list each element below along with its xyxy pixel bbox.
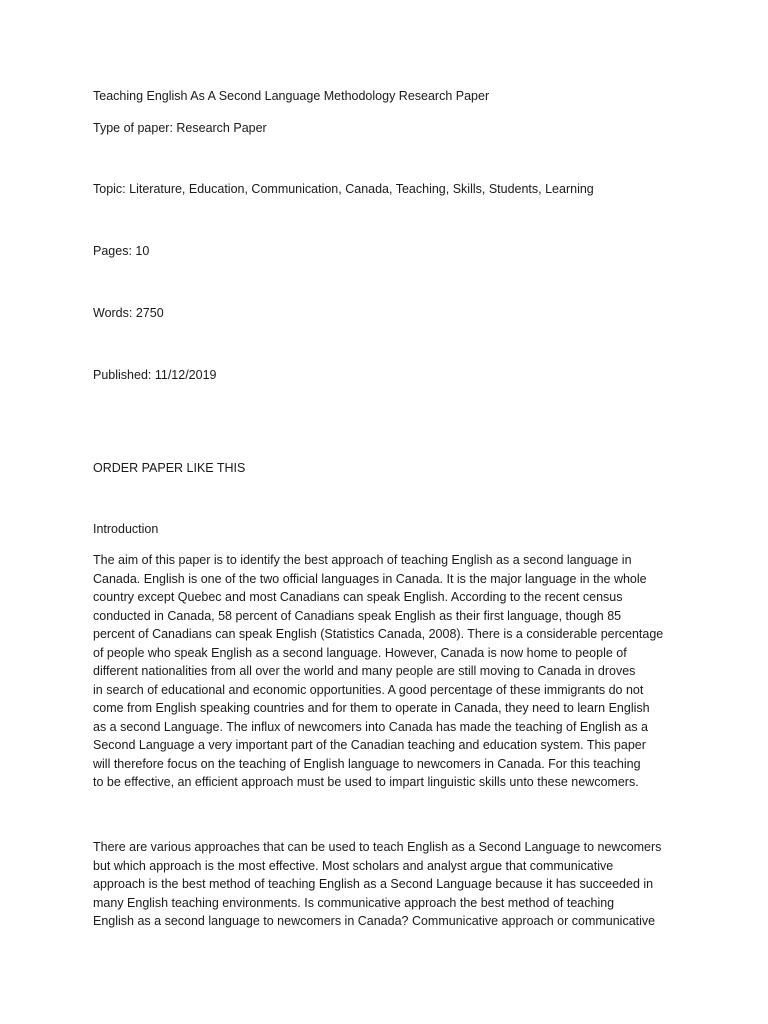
section-heading: Introduction [93, 522, 159, 536]
paper-words: Words: 2750 [93, 306, 164, 320]
paragraph-line: The aim of this paper is to identify the best approach of teaching English as a second language in [93, 553, 632, 567]
paragraph-line: but which approach is the most effective. Most scholars and analyst argue that communicative [93, 858, 614, 873]
paragraph-line: Second Language a very important part of the Canadian teaching and education system. This paper [93, 738, 646, 752]
paragraph-line: conducted in Canada, 58 percent of Canadians speak English as their first language, though 85 [93, 608, 622, 623]
paragraph-line: come from English speaking countries and for them to operate in Canada, they need to learn English [93, 701, 650, 715]
paragraph-line: as a second Language. The influx of newcomers into Canada has made the teaching of English as a [93, 719, 648, 734]
approaches-paragraph [93, 838, 683, 931]
document-title: Teaching English As A Second Language Methodology Research Paper [93, 89, 490, 103]
paragraph-line: approach is the best method of teaching English as a Second Language because it has succeeded in [93, 877, 654, 891]
paper-topic: Topic: Literature, Education, Communication, Canada, Teaching, Skills, Students, Learning [93, 182, 594, 196]
paragraph-line: percent of Canadians can speak English (Statistics Canada, 2008). There is a considerable percentage [93, 627, 664, 641]
paper-published: Published: 11/12/2019 [93, 368, 217, 382]
paragraph-line: many English teaching environments. Is communicative approach the best method of teaching [93, 895, 615, 910]
paper-type: Type of paper: Research Paper [93, 121, 267, 135]
paragraph-line: country except Quebec and most Canadians can speak English. According to the recent census [93, 590, 623, 604]
paragraph-line: in search of educational and economic opportunities. A good percentage of these immigrants do not [93, 682, 644, 697]
introduction-paragraph [93, 551, 683, 792]
paragraph-line: different nationalities from all over the world and many people are still moving to Canada in droves [93, 664, 636, 678]
paragraph-line: of people who speak English as a second language. However, Canada is now home to people of [93, 645, 627, 660]
paragraph-line: Canada. English is one of the two official languages in Canada. It is the major language in the whole [93, 571, 647, 586]
paper-pages: Pages: 10 [93, 244, 150, 258]
paragraph-line: There are various approaches that can be used to teach English as a Second Language to newcomers [93, 840, 662, 854]
paragraph-line: English as a second language to newcomers in Canada? Communicative approach or communicative [93, 914, 656, 928]
order-paper-link: ORDER PAPER LIKE THIS [93, 461, 246, 475]
paragraph-line: to be effective, an efficient approach must be used to impart linguistic skills unto these newcomers. [93, 775, 639, 789]
paragraph-line: will therefore focus on the teaching of English language to newcomers in Canada. For this teaching [93, 756, 641, 771]
